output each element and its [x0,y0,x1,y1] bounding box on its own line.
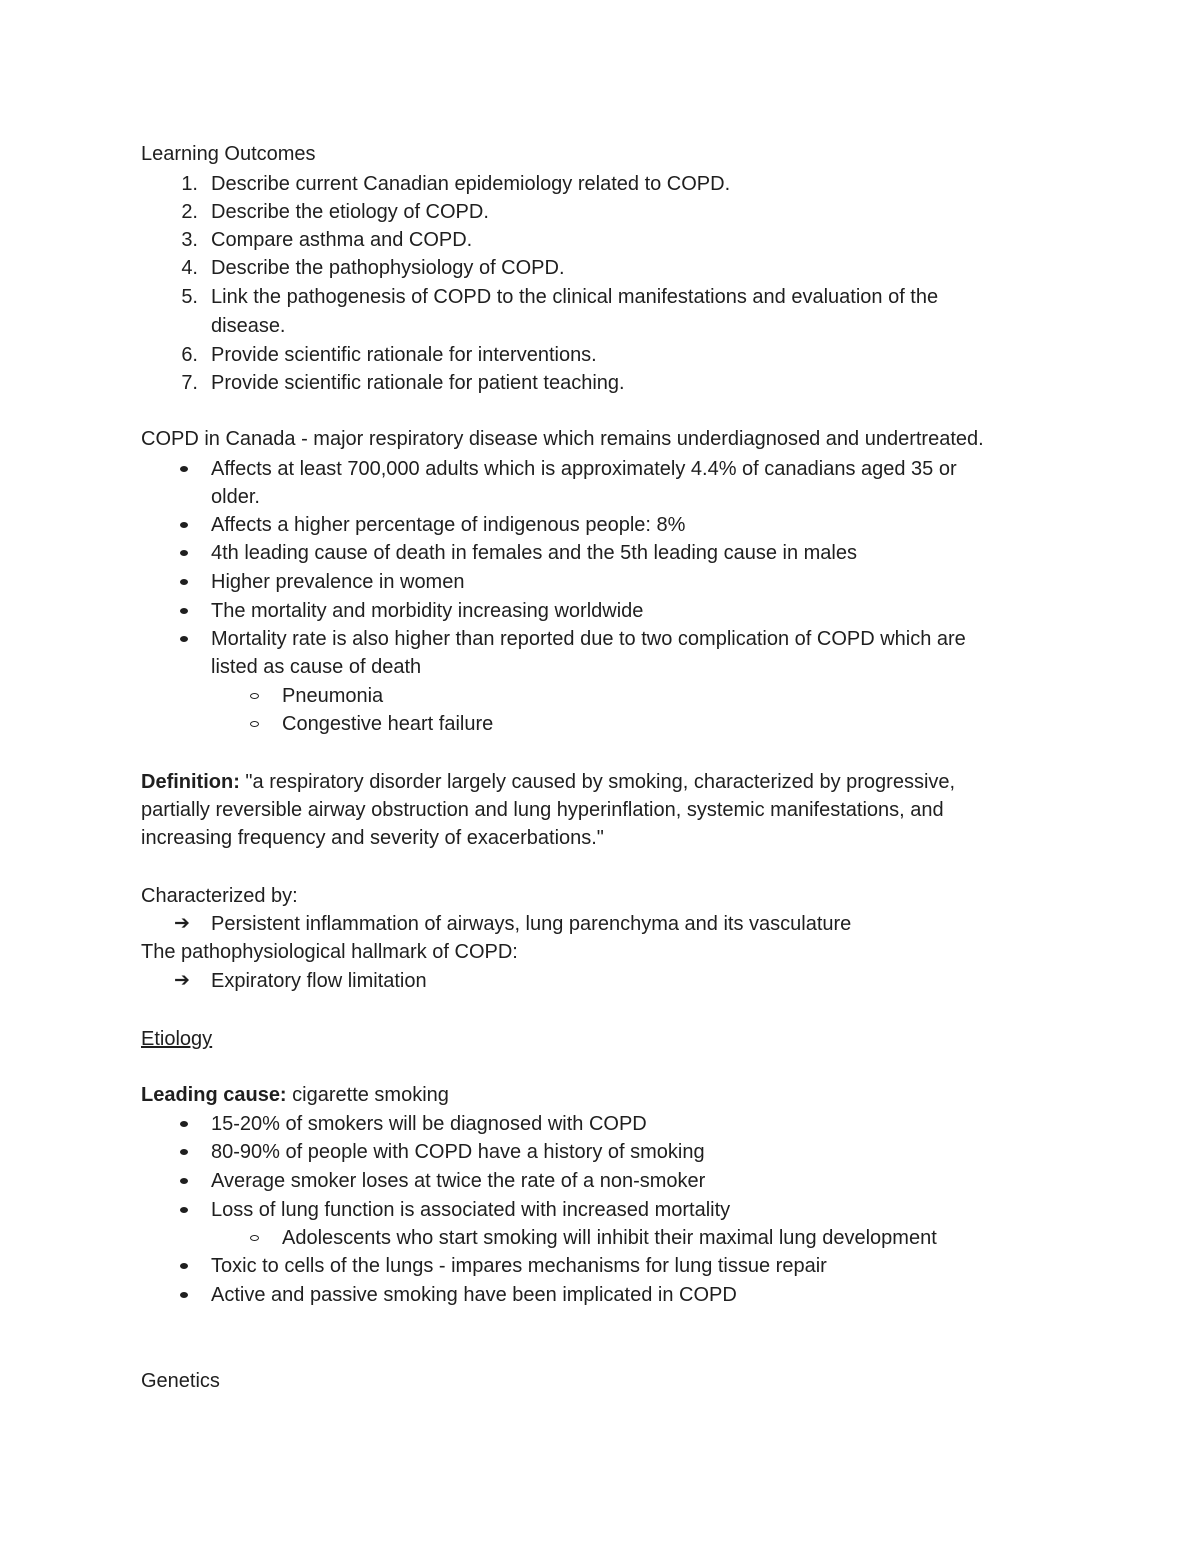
arrow-list-item: Persistent inflammation of airways, lung parenchyma and its vasculature [211,913,852,935]
bullet-icon [180,608,188,614]
bullet-icon [180,1149,188,1155]
list-item: The mortality and morbidity increasing worldwide [211,600,644,622]
arrow-list-item: Expiratory flow limitation [211,970,427,992]
hollow-bullet-icon [250,1235,259,1241]
list-item: Active and passive smoking have been implicated in COPD [211,1284,737,1306]
list-item-continued: listed as cause of death [211,656,422,678]
genetics-heading: Genetics [141,1370,220,1392]
definition-label: Definition: [141,771,240,793]
list-item-continued: disease. [211,315,286,337]
sub-list-item: Adolescents who start smoking will inhibit their maximal lung development [282,1227,937,1249]
bullet-icon [180,1292,188,1298]
list-item: Describe current Canadian epidemiology related to COPD. [211,173,731,195]
list-item: Average smoker loses at twice the rate of a non-smoker [211,1170,706,1192]
leading-cause-label: Leading cause: [141,1084,287,1106]
bullet-icon [180,466,188,472]
hallmark-heading: The pathophysiological hallmark of COPD: [141,941,518,963]
list-item: Toxic to cells of the lungs - impares mechanisms for lung tissue repair [211,1255,827,1277]
list-number: 6. [181,344,198,366]
bullet-icon [180,1207,188,1213]
definition-line-3: increasing frequency and severity of exacerbations." [141,827,604,849]
sub-list-item: Pneumonia [282,685,384,707]
list-number: 5. [181,286,198,308]
list-item: Loss of lung function is associated with increased mortality [211,1199,731,1221]
definition-line-1 [141,768,955,796]
list-number: 3. [181,229,198,251]
list-item: Compare asthma and COPD. [211,229,473,251]
list-item: Provide scientific rationale for interventions. [211,344,597,366]
bullet-icon [180,1121,188,1127]
hollow-bullet-icon [250,721,259,727]
copd-canada-intro: COPD in Canada - major respiratory disease which remains underdiagnosed and undertreated. [141,428,984,450]
bullet-icon [180,1263,188,1269]
characterized-heading: Characterized by: [141,885,298,907]
etiology-heading: Etiology [141,1028,213,1050]
bullet-icon [180,522,188,528]
definition-line-2: partially reversible airway obstruction and lung hyperinflation, systemic manifestations, and [141,799,944,821]
definition-text: "a respiratory disorder largely caused by smoking, characterized by progressive, [239,771,956,793]
list-item: Mortality rate is also higher than reported due to two complication of COPD which are [211,628,966,650]
arrow-icon: ➔ [174,913,190,934]
list-item-continued: older. [211,486,260,508]
list-number: 7. [181,372,198,394]
list-item: 4th leading cause of death in females and the 5th leading cause in males [211,542,857,564]
list-item: 15-20% of smokers will be diagnosed with COPD [211,1113,647,1135]
list-item: Describe the etiology of COPD. [211,201,489,223]
list-item: 80-90% of people with COPD have a history of smoking [211,1141,705,1163]
list-number: 4. [181,257,198,279]
sub-list-item: Congestive heart failure [282,713,494,735]
bullet-icon [180,1178,188,1184]
list-item: Link the pathogenesis of COPD to the clinical manifestations and evaluation of the [211,286,939,308]
leading-cause-line [141,1081,449,1109]
bullet-icon [180,550,188,556]
list-item: Affects a higher percentage of indigenous people: 8% [211,514,686,536]
hollow-bullet-icon [250,693,259,699]
arrow-icon: ➔ [174,970,190,991]
bullet-icon [180,636,188,642]
list-item: Provide scientific rationale for patient teaching. [211,372,625,394]
list-item: Affects at least 700,000 adults which is approximately 4.4% of canadians aged 35 or [211,458,957,480]
learning-outcomes-heading: Learning Outcomes [141,143,316,165]
list-number: 2. [181,201,198,223]
list-number: 1. [181,173,198,195]
bullet-icon [180,579,188,585]
leading-cause-text: cigarette smoking [286,1084,449,1106]
list-item: Describe the pathophysiology of COPD. [211,257,565,279]
list-item: Higher prevalence in women [211,571,465,593]
